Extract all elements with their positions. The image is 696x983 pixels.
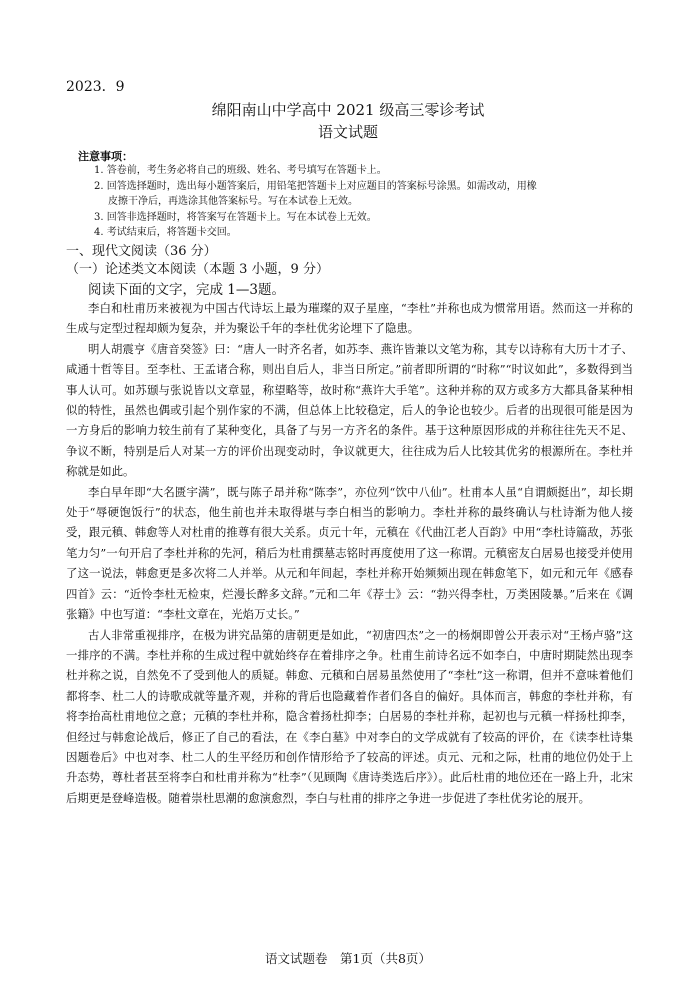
exam-date: 2023．9 — [66, 79, 125, 95]
note-item: 2. 回答选择题时，选出每小题答案后，用铅笔把答题卡上对应题目的答案标号涂黑。如需改动，用橡 — [94, 180, 537, 192]
exam-title: 绵阳南山中学高中 2021 级高三零诊考试 — [211, 101, 485, 119]
exam-subtitle: 语文试题 — [317, 123, 378, 141]
passage-paragraph: 明人胡震亨《唐音癸签》曰：“唐人一时齐名者，如苏李、燕许皆兼以文笔为称，其专以诗称有大历十才子、咸通十哲等目。至李杜、王孟诸合称，则出自后人，非当日所定。”前者即所谓的“时称”“时议如此”，多数得到当事人认可。如苏颋与张说皆以文章显，称望略等，故时称“燕许大手笔”。这种并称的双方或多方大都具备某种相似的特性，虽然也偶或引起个别作家的不满，但总体上比较稳定，后人的争论也较少。后者的出现很可能是因为一方身后的影响力较生前有了某种变化，具备了与另一方齐名的条件。基于这种原因形成的并称往往先天不足、争议不断，特别是后人对某一方的评价出现变动时，争议就更大，往往成为后人比较其优劣的根源所在。李杜并称就是如此。 — [66, 341, 633, 479]
note-item: 4. 考试结束后，将答题卡交回。 — [94, 227, 237, 238]
note-item: 3. 回答非选择题时，将答案写在答题卡上。写在本试卷上无效。 — [94, 211, 377, 223]
note-item: 皮擦干净后，再选涂其他答案标号。写在本试卷上无效。 — [108, 196, 358, 207]
subsection-heading: （一）论述类文本阅读（本题 3 小题，9 分） — [66, 262, 329, 277]
reading-instruction: 阅读下面的文字，完成 1—3题。 — [88, 282, 285, 298]
passage-paragraph: 李白早年即“大名匮宇满”，既与陈子昂并称“陈李”，亦位列“饮中八仙”。杜甫本人虽“自谓颇挺出”，却长期处于“辱硬饱饭行”的状态，他生前也并未取得堪与李白相当的影响力。李杜并称的最终确认与杜诗渐为他人接受，跟元稹、韩愈等人对杜甫的推尊有很大关系。贞元十年，元稹在《代曲江老人百韵》中用“李杜诗篇敌，苏张笔力匀”一句开启了李杜并称的先河，稍后为杜甫撰墓志铭时再度使用了这一称谓。元稹密友白居易也接受并使用了这一说法，韩愈更是多次将二人并举。从元和年间起，李杜并称开始频频出现在韩愈笔下，如元和元年《感春四首》云：“近怜李杜无检束，烂漫长醉多文辞。”元和二年《荐士》云：“勃兴得李杜，万类困陵暴。”后来在《调张籍》中也写道：“李杜文章在，光焰万丈长。” — [66, 484, 633, 622]
section-heading: 一、现代文阅读（36 分） — [66, 244, 217, 259]
passage-paragraph: 李白和杜甫历来被视为中国古代诗坛上最为璀璨的双子星座，“李杜”并称也成为惯常用语。然而这一并称的生成与定型过程却颇为复杂，并为聚讼千年的李杜优劣论埋下了隐患。 — [66, 301, 633, 336]
passage-paragraph: 古人非常重视排序，在极为讲究品第的唐朝更是如此，“初唐四杰”之一的杨炯即曾公开表示对“王杨卢骆”这一排序的不满。李杜并称的生成过程中就始终存在着排序之争。杜甫生前诗名远不如李白，中唐时期陡然出现李杜并称之说，自然免不了受到他人的质疑。韩愈、元稹和白居易虽然使用了“李杜”这一称谓，但并不意味着他们都将李、杜二人的诗歌成就等量齐观，并称的背后也隐藏着作者们各自的偏好。具体而言，韩愈的李杜并称，有将李抬高杜甫地位之意；元稹的李杜并称，隐含着扬杜抑李；白居易的李杜并称，起初也与元稹一样扬杜抑李，但经过与韩愈论战后，修正了自己的看法，在《李白墓》中对李白的文学成就有了较高的评价，在《读李杜诗集因题卷后》中也对李、杜二人的生平经历和创作情形给予了较高的评述。贞元、元和之际，杜甫的地位仍处于上升态势，尊杜者甚至将李白和杜甫并称为“杜李”（见顾陶《唐诗类选后序》）。此后杜甫的地位还在一路上升，北宋后期更是登峰造极。随着崇杜思潮的愈演愈烈，李白与杜甫的排序之争进一步促进了李杜优劣论的展开。 — [66, 627, 633, 805]
note-item: 1. 答卷前，考生务必将自己的班级、姓名、考号填写在答题卡上。 — [94, 165, 387, 176]
notes-list — [94, 163, 634, 241]
notes-heading: 注意事项： — [78, 150, 133, 163]
page-footer: 语文试题卷 第1页（共8页） — [265, 951, 431, 966]
passage-body — [66, 298, 633, 808]
